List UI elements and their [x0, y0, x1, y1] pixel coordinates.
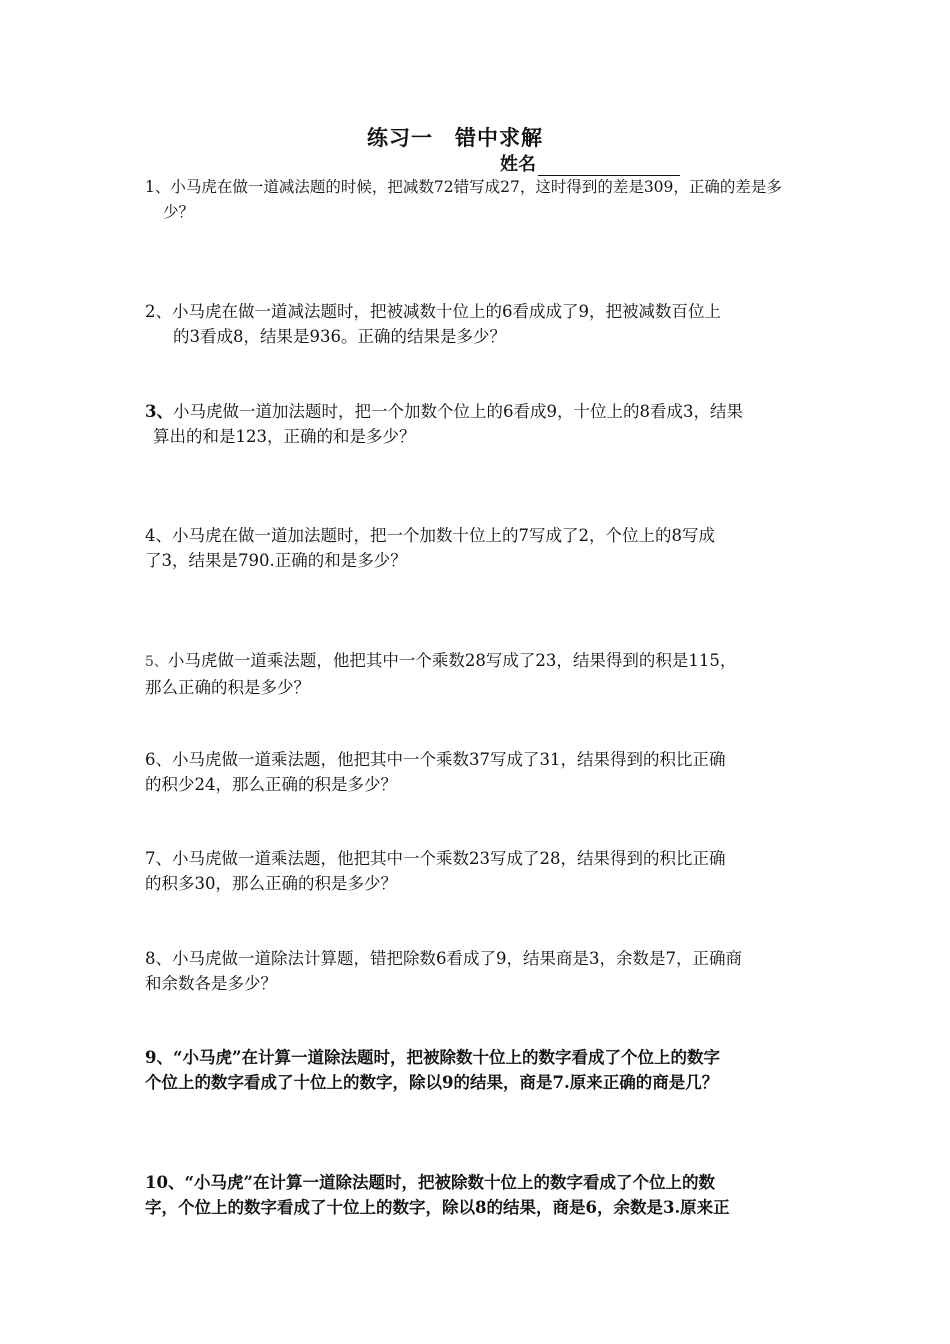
question-5-line-1	[145, 648, 810, 675]
question-6-line-2: 的积少24，那么正确的积是多少？	[145, 775, 397, 794]
question-8	[145, 946, 810, 996]
question-8-line-1	[145, 946, 810, 971]
question-number: 1、	[145, 178, 171, 196]
name-field	[500, 150, 680, 176]
question-number: 9、	[145, 1048, 173, 1067]
question-number: 6、	[145, 750, 172, 769]
question-5-line-2: 那么正确的积是多少？	[145, 678, 310, 697]
question-text: “小马虎”在计算一道除法题时，把被除数十位上的数字看成了个位上的数	[184, 1173, 715, 1192]
question-6-line-1	[145, 747, 810, 772]
question-4	[145, 523, 810, 573]
question-text: 小马虎做一道除法计算题，错把除数6看成了9，结果商是3，余数是7，正确商	[172, 949, 742, 968]
question-9-line-2: 个位上的数字看成了十位上的数字，除以9的结果，商是7.原来正确的商是几？	[145, 1073, 719, 1092]
question-4-line-2: 了3，结果是790.正确的和是多少？	[145, 551, 407, 570]
question-10-line-1	[145, 1170, 810, 1195]
question-text: 小马虎在做一道减法题时，把被减数十位上的6看成成了9，把被减数百位上	[172, 302, 721, 321]
page-title: 练习一 错中求解	[367, 125, 543, 150]
question-3-line-1	[145, 399, 810, 424]
question-5	[145, 648, 810, 700]
question-text: 小马虎做一道加法题时，把一个加数个位上的6看成9，十位上的8看成3，结果	[172, 402, 743, 421]
question-7	[145, 846, 810, 896]
question-number: 7、	[145, 849, 172, 868]
question-number: 3、	[145, 402, 173, 421]
question-9	[145, 1045, 810, 1095]
question-6	[145, 747, 810, 797]
question-text: “小马虎”在计算一道除法题时，把被除数十位上的数字看成了个位上的数字	[172, 1048, 720, 1067]
question-2	[145, 299, 810, 349]
question-10-line-2: 字，个位上的数字看成了十位上的数字，除以8的结果，商是6，余数是3.原来正	[145, 1198, 730, 1217]
question-number: 10、	[145, 1173, 185, 1192]
question-3	[145, 399, 810, 449]
question-text: 小马虎做一道乘法题，他把其中一个乘数28写成了23，结果得到的积是115，	[167, 651, 737, 670]
question-2-line-1	[145, 299, 810, 324]
question-10	[145, 1170, 810, 1220]
question-text: 小马虎在做一道加法题时，把一个加数十位上的7写成了2，个位上的8写成	[172, 526, 715, 545]
question-number: 2、	[145, 302, 172, 321]
name-label: 姓名	[500, 154, 536, 175]
question-7-line-1	[145, 846, 810, 871]
question-1	[145, 175, 810, 225]
question-text: 小马虎在做一道减法题的时候，把减数72错写成27，这时得到的差是309，正确的差是多	[170, 178, 782, 196]
question-9-line-1	[145, 1045, 810, 1070]
name-blank-line	[538, 157, 680, 176]
question-number: 8、	[145, 949, 172, 968]
question-number: 4、	[145, 526, 172, 545]
question-8-line-2: 和余数各是多少？	[145, 974, 277, 993]
question-1-line-1	[145, 175, 810, 200]
question-2-line-2: 的3看成8，结果是936。正确的结果是多少？	[173, 327, 506, 346]
question-text: 小马虎做一道乘法题，他把其中一个乘数37写成了31，结果得到的积比正确	[172, 750, 726, 769]
question-7-line-2: 的积多30，那么正确的积是多少？	[145, 874, 397, 893]
question-text: 小马虎做一道乘法题，他把其中一个乘数23写成了28，结果得到的积比正确	[172, 849, 726, 868]
question-3-line-2: 算出的和是123，正确的和是多少？	[153, 427, 416, 446]
question-4-line-1	[145, 523, 810, 548]
question-number: 5、	[145, 654, 168, 670]
question-1-line-2: 少？	[163, 203, 195, 221]
